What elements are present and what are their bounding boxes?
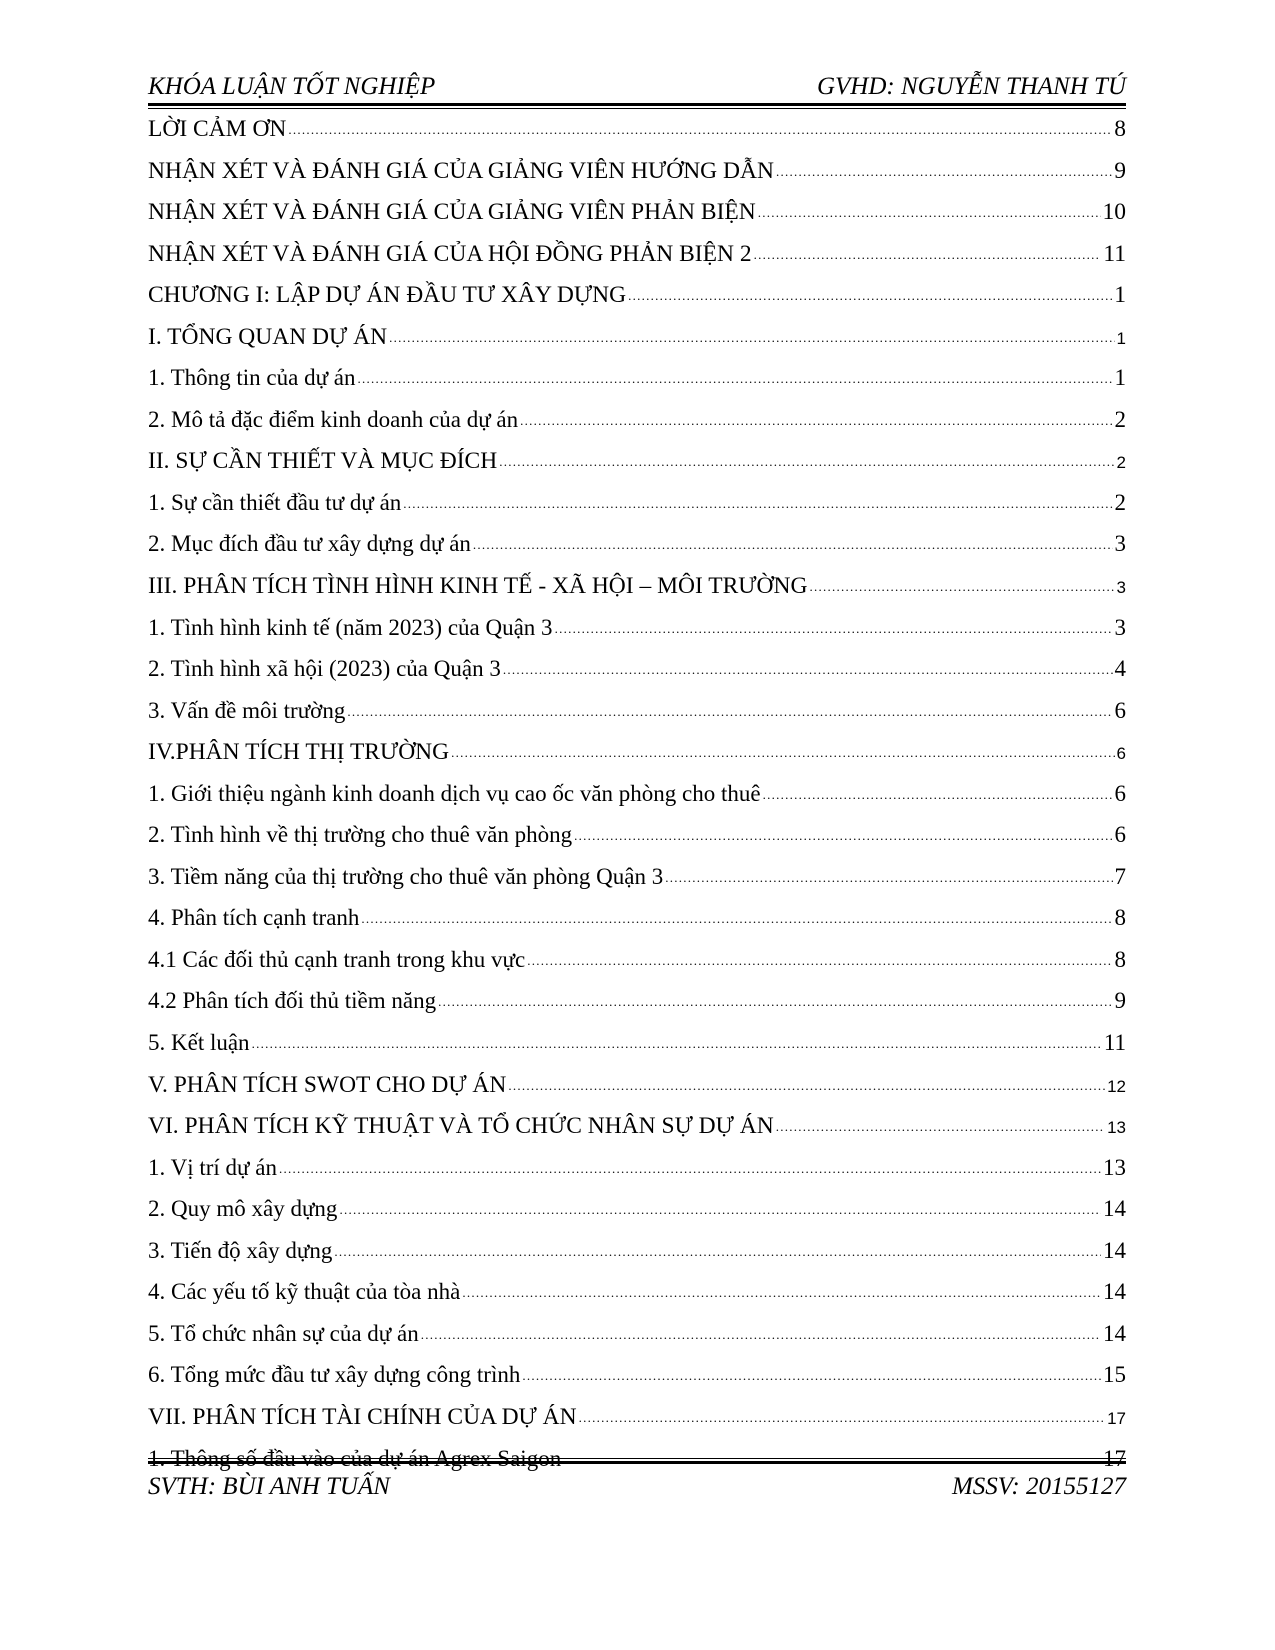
toc-entry-page-number: 9 — [1114, 157, 1126, 184]
toc-dot-leader — [754, 237, 1102, 270]
toc-dot-leader — [403, 486, 1112, 519]
toc-entry[interactable] — [148, 945, 1126, 987]
toc-entry[interactable] — [148, 737, 1126, 779]
toc-entry[interactable] — [148, 820, 1126, 862]
toc-entry-title: 3. Tiềm năng của thị trường cho thuê văn phòng Quận 3 — [148, 863, 664, 889]
toc-entry-page-number: 11 — [1103, 240, 1126, 267]
toc-entry-title: LỜI CẢM ƠN — [148, 116, 287, 142]
toc-dot-leader — [389, 320, 1114, 353]
toc-dot-leader — [421, 1317, 1101, 1350]
toc-entry-title: NHẬN XÉT VÀ ĐÁNH GIÁ CỦA GIẢNG VIÊN PHẢN BIỆN — [148, 199, 756, 226]
toc-entry-title: VI. PHÂN TÍCH KỸ THUẬT VÀ TỔ CHỨC NHÂN SỰ DỰ ÁN — [148, 1113, 774, 1140]
toc-entry-title: I. TỔNG QUAN DỰ ÁN — [148, 323, 388, 350]
toc-entry[interactable] — [148, 239, 1126, 281]
toc-entry-page-number: 3 — [1116, 578, 1126, 598]
toc-entry[interactable] — [148, 280, 1126, 322]
toc-dot-leader — [339, 1192, 1101, 1225]
toc-entry[interactable] — [148, 1070, 1126, 1112]
toc-entry-page-number: 14 — [1103, 1196, 1126, 1222]
toc-entry[interactable] — [148, 446, 1126, 488]
toc-entry-page-number: 13 — [1103, 1154, 1126, 1180]
toc-dot-leader — [499, 444, 1114, 477]
toc-dot-leader — [555, 611, 1113, 644]
toc-entry[interactable] — [148, 363, 1126, 405]
toc-entry-page-number: 14 — [1103, 1237, 1126, 1263]
toc-dot-leader — [361, 901, 1112, 934]
toc-dot-leader — [628, 278, 1112, 311]
toc-entry-page-number: 8 — [1114, 116, 1126, 142]
toc-entry[interactable] — [148, 862, 1126, 904]
toc-entry[interactable] — [148, 779, 1126, 821]
toc-entry-title: 1. Vị trí dự án — [148, 1154, 277, 1180]
toc-entry[interactable] — [148, 197, 1126, 239]
toc-entry-page-number: 17 — [1107, 1408, 1126, 1428]
toc-dot-leader — [508, 1068, 1105, 1101]
toc-entry-title: 2. Tình hình xã hội (2023) của Quận 3 — [148, 656, 501, 682]
toc-entry[interactable] — [148, 1153, 1126, 1195]
toc-entry-title: 2. Mô tả đặc điểm kinh doanh của dự án — [148, 406, 519, 432]
toc-dot-leader — [776, 1109, 1105, 1142]
toc-dot-leader — [334, 1234, 1101, 1267]
header-advisor: GVHD: NGUYỄN THANH TÚ — [816, 73, 1126, 100]
toc-dot-leader — [288, 112, 1112, 145]
toc-dot-leader — [527, 943, 1112, 976]
page-header — [148, 72, 1126, 108]
toc-entry-title: 2. Mục đích đầu tư xây dựng dự án — [148, 531, 471, 557]
toc-dot-leader — [763, 777, 1113, 810]
toc-entry[interactable] — [148, 1111, 1126, 1153]
toc-entry-page-number: 2 — [1114, 489, 1126, 515]
toc-entry-page-number: 13 — [1107, 1118, 1126, 1138]
toc-entry-page-number: 14 — [1103, 1320, 1126, 1346]
toc-entry[interactable] — [148, 114, 1126, 156]
toc-entry[interactable] — [148, 1236, 1126, 1278]
toc-entry-title: IV.PHÂN TÍCH THỊ TRƯỜNG — [148, 739, 450, 766]
toc-entry-page-number: 11 — [1103, 1030, 1126, 1056]
toc-dot-leader — [809, 569, 1114, 602]
toc-entry-page-number: 4 — [1114, 656, 1126, 682]
toc-entry[interactable] — [148, 1360, 1126, 1402]
toc-entry-page-number: 6 — [1114, 697, 1126, 723]
toc-entry-title: 2. Quy mô xây dựng — [148, 1196, 338, 1222]
toc-dot-leader — [473, 527, 1113, 560]
toc-entry-page-number: 12 — [1107, 1076, 1126, 1096]
toc-entry-title: 4. Các yếu tố kỹ thuật của tòa nhà — [148, 1279, 461, 1305]
page-footer — [148, 1458, 1126, 1518]
toc-entry-page-number: 17 — [1103, 1445, 1126, 1471]
toc-entry-title: 1. Giới thiệu ngành kinh doanh dịch vụ cao ốc văn phòng cho thuê — [148, 780, 761, 806]
header-rule — [148, 103, 1126, 109]
toc-entry-page-number: 9 — [1114, 988, 1126, 1014]
toc-dot-leader — [347, 694, 1112, 727]
toc-entry[interactable] — [148, 696, 1126, 738]
toc-entry-title: 5. Tổ chức nhân sự của dự án — [148, 1320, 419, 1346]
toc-entry[interactable] — [148, 613, 1126, 655]
toc-entry-title: 3. Vấn đề môi trường — [148, 697, 346, 723]
toc-entry-page-number: 6 — [1116, 744, 1126, 764]
toc-entry[interactable] — [148, 986, 1126, 1028]
toc-dot-leader — [462, 1275, 1101, 1308]
toc-entry[interactable] — [148, 903, 1126, 945]
toc-entry-title: 4.2 Phân tích đối thủ tiềm năng — [148, 988, 437, 1014]
toc-entry-page-number: 1 — [1114, 365, 1126, 391]
toc-entry-title: 3. Tiến độ xây dựng — [148, 1237, 333, 1263]
toc-entry-page-number: 15 — [1103, 1362, 1126, 1388]
toc-dot-leader — [758, 195, 1101, 228]
toc-dot-leader — [522, 1358, 1101, 1391]
toc-entry-page-number: 1 — [1114, 282, 1126, 309]
toc-entry[interactable] — [148, 529, 1126, 571]
toc-dot-leader — [252, 1026, 1102, 1059]
toc-entry-page-number: 6 — [1114, 780, 1126, 806]
toc-entry-page-number: 2 — [1114, 406, 1126, 432]
header-thesis-title: KHÓA LUẬN TỐT NGHIỆP — [148, 73, 436, 100]
toc-entry[interactable] — [148, 1277, 1126, 1319]
toc-entry[interactable] — [148, 1194, 1126, 1236]
toc-entry-title: V. PHÂN TÍCH SWOT CHO DỰ ÁN — [148, 1071, 507, 1098]
toc-entry[interactable] — [148, 654, 1126, 696]
toc-entry-title: VII. PHÂN TÍCH TÀI CHÍNH CỦA DỰ ÁN — [148, 1403, 577, 1430]
toc-entry-page-number: 3 — [1114, 614, 1126, 640]
toc-entry-page-number: 8 — [1114, 905, 1126, 931]
toc-dot-leader — [358, 361, 1113, 394]
toc-entry-title: 5. Kết luận — [148, 1030, 250, 1056]
toc-entry[interactable] — [148, 405, 1126, 447]
toc-entry-title: 1. Thông số đầu vào của dự án Agrex Saigon — [148, 1445, 562, 1471]
toc-entry[interactable] — [148, 571, 1126, 613]
toc-dot-leader — [520, 403, 1112, 436]
toc-entry-title: 2. Tình hình về thị trường cho thuê văn phòng — [148, 822, 573, 848]
toc-dot-leader — [665, 860, 1112, 893]
toc-entry[interactable] — [148, 156, 1126, 198]
toc-entry-title: 6. Tổng mức đầu tư xây dựng công trình — [148, 1362, 521, 1388]
toc-dot-leader — [438, 984, 1112, 1017]
toc-dot-leader — [279, 1151, 1101, 1184]
toc-entry[interactable] — [148, 1028, 1126, 1070]
toc-entry-page-number: 1 — [1116, 328, 1126, 348]
toc-entry-title: 4. Phân tích cạnh tranh — [148, 905, 360, 931]
toc-dot-leader — [503, 652, 1113, 685]
toc-entry[interactable] — [148, 322, 1126, 364]
toc-dot-leader — [776, 154, 1112, 187]
toc-entry[interactable] — [148, 1402, 1126, 1444]
toc-entry[interactable] — [148, 1319, 1126, 1361]
toc-entry-page-number: 7 — [1114, 863, 1126, 889]
toc-dot-leader — [574, 818, 1112, 851]
footer-student-name: SVTH: BÙI ANH TUẤN — [148, 1473, 390, 1500]
table-of-contents — [148, 114, 1126, 1485]
toc-entry-title: 1. Sự cần thiết đầu tư dự án — [148, 489, 402, 515]
toc-dot-leader — [579, 1400, 1105, 1433]
toc-entry-title: CHƯƠNG I: LẬP DỰ ÁN ĐẦU TƯ XÂY DỰNG — [148, 282, 627, 309]
toc-entry[interactable] — [148, 488, 1126, 530]
toc-entry-title: 1. Thông tin của dự án — [148, 365, 356, 391]
toc-entry-page-number: 6 — [1114, 822, 1126, 848]
toc-entry-page-number: 14 — [1103, 1279, 1126, 1305]
footer-student-id: MSSV: 20155127 — [951, 1473, 1126, 1500]
toc-entry-page-number: 10 — [1102, 199, 1126, 226]
toc-entry-page-number: 8 — [1114, 946, 1126, 972]
toc-entry-title: NHẬN XÉT VÀ ĐÁNH GIÁ CỦA HỘI ĐỒNG PHẢN BIỆN 2 — [148, 240, 752, 267]
footer-rule — [148, 1458, 1126, 1464]
toc-entry-page-number: 3 — [1114, 531, 1126, 557]
toc-entry-title: II. SỰ CẦN THIẾT VÀ MỤC ĐÍCH — [148, 448, 498, 475]
toc-dot-leader — [451, 735, 1114, 768]
toc-entry-title: 4.1 Các đối thủ cạnh tranh trong khu vực — [148, 946, 526, 972]
toc-entry-title: 1. Tình hình kinh tế (năm 2023) của Quận 3 — [148, 614, 553, 640]
toc-entry-page-number: 2 — [1116, 453, 1126, 473]
toc-entry-title: III. PHÂN TÍCH TÌNH HÌNH KINH TẾ - XÃ HỘI – MÔI TRƯỜNG — [148, 573, 808, 600]
toc-entry-title: NHẬN XÉT VÀ ĐÁNH GIÁ CỦA GIẢNG VIÊN HƯỚNG DẪN — [148, 157, 774, 184]
